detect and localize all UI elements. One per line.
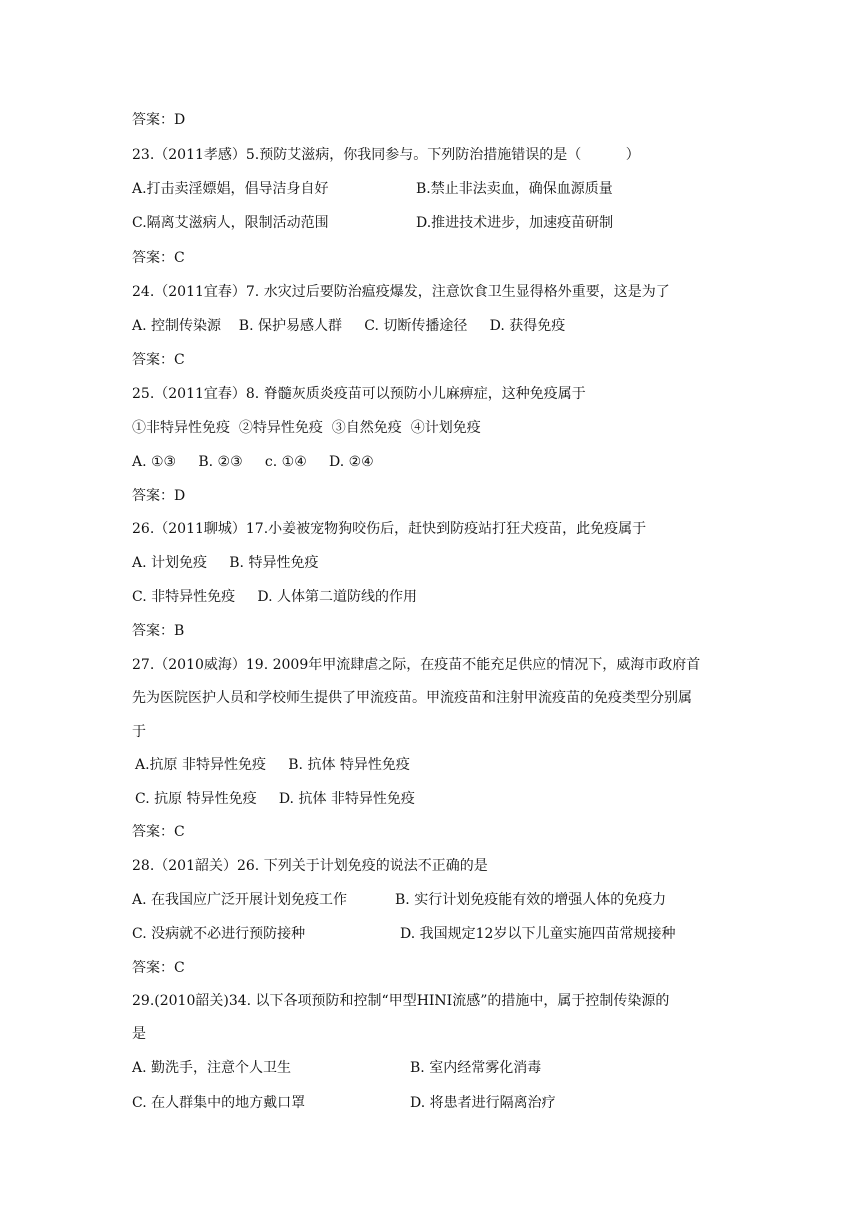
option-a: A. 勤洗手，注意个人卫生 bbox=[132, 1060, 292, 1076]
options-line: A. 控制传染源 B. 保护易感人群 C. 切断传播途径 D. 获得免疫 bbox=[132, 318, 566, 334]
question-25: 25.（2011宜春）8. 脊髓灰质炎疫苗可以预防小儿麻痹症，这种免疫属于 bbox=[132, 386, 586, 402]
choices-line: ①非特异性免疫 ②特异性免疫 ③自然免疫 ④计划免疫 bbox=[132, 420, 481, 436]
question-26: 26.（2011聊城）17.小姜被宠物狗咬伤后，赶快到防疫站打狂犬疫苗，此免疫属于 bbox=[132, 521, 647, 537]
option-a: A.打击卖淫嫖娼，倡导洁身自好 bbox=[132, 181, 329, 197]
option-b: B. 实行计划免疫能有效的增强人体的免疫力 bbox=[395, 892, 667, 908]
question-27: 27.（2010威海）19. 2009年甲流肆虐之际，在疫苗不能充足供应的情况下，威海市政府首 bbox=[132, 657, 701, 673]
option-c: C. 没病就不必进行预防接种 bbox=[132, 926, 306, 942]
options-line: C. 抗原 特异性免疫 D. 抗体 非特异性免疫 bbox=[135, 791, 415, 807]
option-a: A. 在我国应广泛开展计划免疫工作 bbox=[132, 892, 348, 908]
answer-line: 答案：B bbox=[132, 623, 185, 639]
options-line: A. 计划免疫 B. 特异性免疫 bbox=[132, 555, 319, 571]
option-d: D.推进技术进步，加速疫苗研制 bbox=[416, 215, 614, 231]
option-d: D. 将患者进行隔离治疗 bbox=[410, 1095, 556, 1111]
answer-line: 答案：D bbox=[132, 488, 186, 504]
answer-line: 答案：C bbox=[132, 250, 185, 266]
answer-line: 答案：D bbox=[132, 112, 186, 128]
option-b: B. 室内经常雾化消毒 bbox=[410, 1060, 542, 1076]
option-c: C. 在人群集中的地方戴口罩 bbox=[132, 1095, 306, 1111]
question-23: 23.（2011孝感）5.预防艾滋病，你我同参与。下列防治措施错误的是（ ） bbox=[132, 147, 640, 163]
answer-line: 答案：C bbox=[132, 960, 185, 976]
options-line: A. ①③ B. ②③ c. ①④ D. ②④ bbox=[132, 454, 374, 470]
options-line: A.抗原 非特异性免疫 B. 抗体 特异性免疫 bbox=[135, 757, 410, 773]
options-line: C. 非特异性免疫 D. 人体第二道防线的作用 bbox=[132, 589, 417, 605]
question-24: 24.（2011宜春）7. 水灾过后要防治瘟疫爆发，注意饮食卫生显得格外重要，这是为了 bbox=[132, 284, 670, 300]
question-29-cont: 是 bbox=[132, 1026, 146, 1042]
question-27-cont: 于 bbox=[132, 724, 146, 740]
answer-line: 答案：C bbox=[132, 352, 185, 368]
question-27-cont: 先为医院医护人员和学校师生提供了甲流疫苗。甲流疫苗和注射甲流疫苗的免疫类型分别属 bbox=[132, 690, 692, 706]
option-b: B.禁止非法卖血，确保血源质量 bbox=[416, 181, 613, 197]
question-28: 28.（201韶关）26. 下列关于计划免疫的说法不正确的是 bbox=[132, 858, 488, 874]
option-d: D. 我国规定12岁以下儿童实施四苗常规接种 bbox=[400, 926, 676, 942]
option-c: C.隔离艾滋病人，限制活动范围 bbox=[132, 215, 329, 231]
question-29: 29.(2010韶关)34. 以下各项预防和控制“甲型HINI流感”的措施中，属于控制传染源的 bbox=[132, 993, 670, 1009]
answer-line: 答案：C bbox=[132, 824, 185, 840]
